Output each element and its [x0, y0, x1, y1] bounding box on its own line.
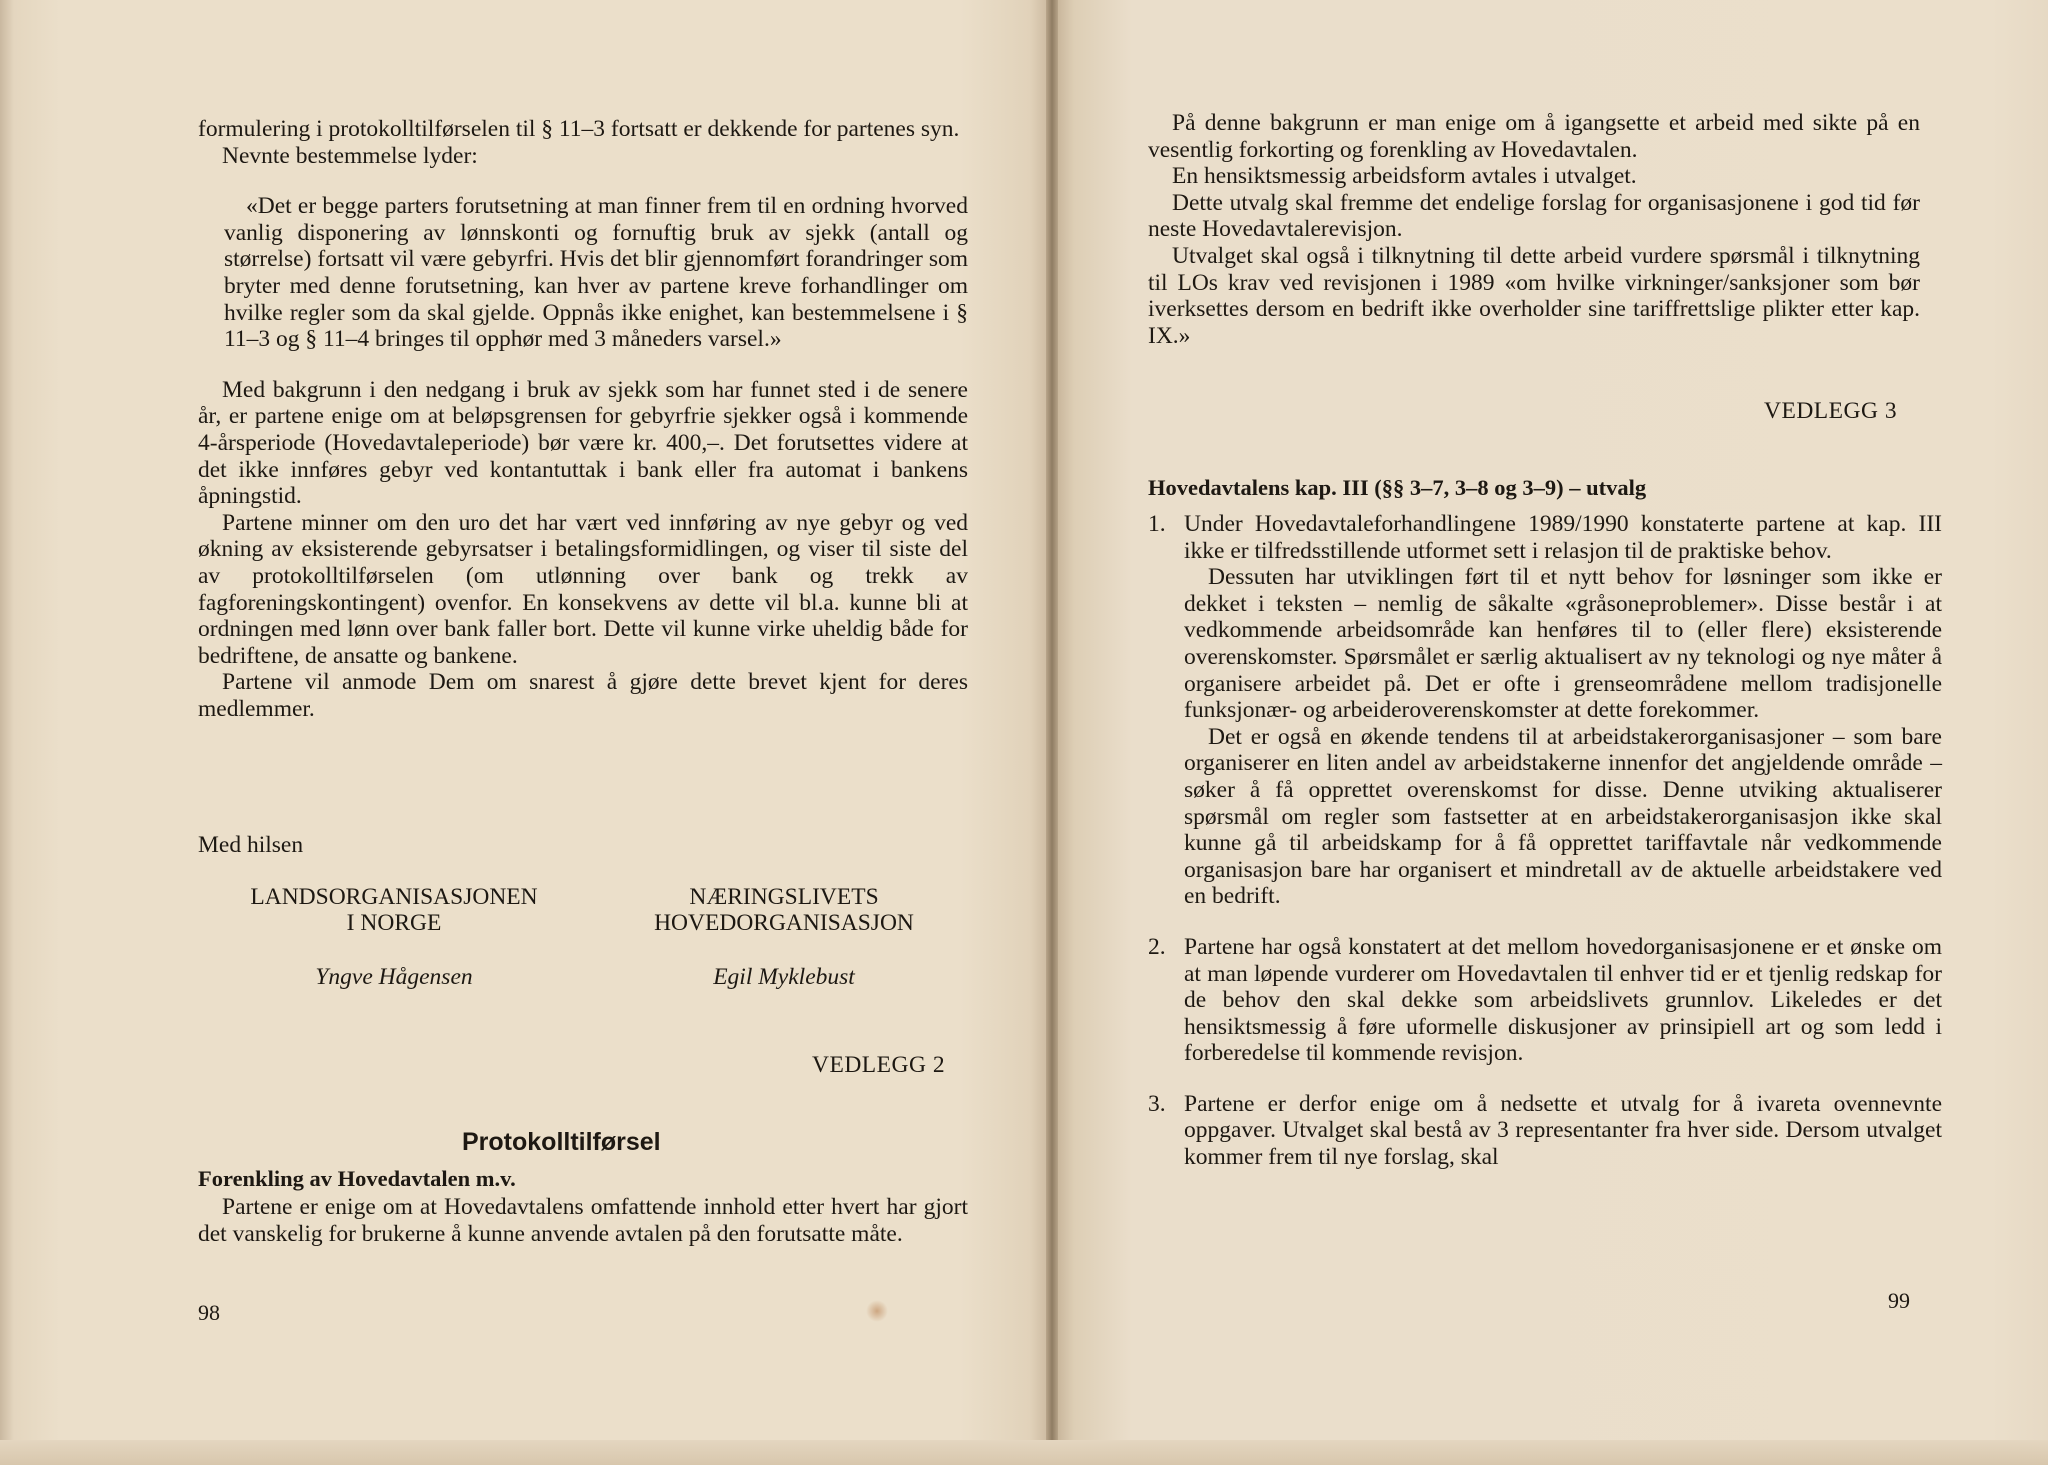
intro-paragraph: På denne bakgrunn er man enige om å igangsette et arbeid med sikte på en vesentlig forkorting og forenkling av Hovedavtalen. [1148, 110, 1920, 163]
block-quote: «Det er begge parters forutsetning at man finner frem til en ordning hvorved vanlig disponering av lønnskonti og fornuftig bruk av sjekk (antall og størrelse) fortsatt vil være gebyrfri. Hvis det blir gjennomført forandringer som bryter med denne forutsetning, kan hver av partene kreve forhandlinger om hvilke regler som da skal gjelde. Oppnås ikke enighet, kan bestemmelsene i § 11–3 og § 11–4 bringes til opphør med 3 måneders varsel.» [224, 193, 968, 353]
signatory-org-line: I NORGE [346, 910, 442, 936]
intro-paragraph: Dette utvalg skal fremme det endelige forslag for organisasjonene i god tid før neste Hovedavtalerevisjon. [1148, 189, 1920, 243]
right-page [1052, 0, 2048, 1465]
list-item-paragraph: Partene er derfor enige om å nedsette et utvalg for å ivareta ovennevnte oppgaver. Utvalget skal bestå av 3 representanter fra hver side. Dersom utvalget kommer frem til nye forslag, skal [1184, 1090, 1942, 1171]
list-item [1148, 934, 1942, 1067]
list-item-number: 1. [1148, 511, 1166, 537]
signatory-lo [216, 884, 572, 990]
list-item-paragraph: Under Hovedavtaleforhandlingene 1989/1990 konstaterte partene at kap. III ikke er tilfredsstillende utformet sett i relasjon til de praktiske behov. [1184, 511, 1942, 564]
body-paragraph: Partene vil anmode Dem om snarest å gjøre dette brevet kjent for deres medlemmer. [198, 669, 968, 722]
book-gutter [1046, 0, 1058, 1465]
page-number: 99 [1888, 1288, 1910, 1313]
intro-paragraph: formulering i protokolltilførselen til § 11–3 fortsatt er dekkende for partenes syn. [198, 116, 960, 142]
list-item-paragraph: Partene har også konstatert at det mellom hovedorganisasjonene er et ønske om at man løpende vurderer om Hovedavtalen til enhver tid er et tjenlig redskap for de behov den skal dekke som arbeidslivets grunnlov. Likeledes er det hensiktsmessig å føre uformelle diskusjoner av prinsipiell art og som ledd i forberedelse til kommende revisjon. [1184, 933, 1942, 1067]
list-item [1148, 1091, 1942, 1171]
body-paragraph: Partene minner om den uro det har vært ved innføring av nye gebyr og ved økning av eksisterende gebyrsatser i betalingsformidlingen, og viser til siste del av protokolltilførselen (om utlønning over bank og trekk av fagforeningskontingent) ovenfor. En konsekvens av dette vil bl.a. kunne bli at ordningen med lønn over bank faller bort. Dette vil kunne virke uheldig både for bedriftene, de ansatte og bankene. [198, 509, 968, 669]
list-item-number: 3. [1148, 1090, 1166, 1117]
closing-greeting: Med hilsen [198, 832, 304, 858]
list-item [1148, 511, 1942, 910]
spacer [198, 353, 968, 377]
numbered-list [1148, 511, 1942, 1171]
page-bottom-edge [0, 1440, 2048, 1465]
spacer [198, 169, 968, 193]
list-item-paragraph: Det er også en økende tendens til at arbeidstakerorganisasjoner – som bare organiserer en liten andel av arbeidstakerne innenfor det angjeldende område – søker å få opprettet overenskomst for disse. Denne utviking aktualiserer spørsmål om regler som fastsetter at en arbeidstakerorganisasjon ikke skal kunne gå til arbeidskamp for å få opprettet tariffavtale når vedkommende organisasjon bare har organisert et mindretall av de aktuelle arbeidstakere ved en bedrift. [1184, 723, 1942, 910]
signatory-name: Egil Myklebust [713, 964, 855, 990]
section-subheading: Hovedavtalens kap. III (§§ 3–7, 3–8 og 3–9) – utvalg [1148, 475, 1647, 500]
left-top-text [198, 116, 968, 722]
section-heading: Protokolltilførsel [462, 1128, 661, 1156]
intro-paragraph: Utvalget skal også i tilknytning til dette arbeid vurdere spørsmål i tilknytning til LOs krav ved revisjonen i 1989 «om hvilke virkninger/sanksjoner som bør iverksettes dersom en bedrift ikke overholder sine tariffrettslige plikter etter kap. IX.» [1148, 242, 1920, 349]
spacer [1148, 1067, 1942, 1091]
paper-stain [866, 1300, 888, 1322]
right-top-text [1148, 110, 1920, 349]
signatory-org-line: LANDSORGANISASJONEN [250, 884, 538, 910]
attachment-label: VEDLEGG 3 [1764, 398, 1898, 424]
spacer [1148, 910, 1942, 934]
intro-paragraph: Nevnte bestemmelse lyder: [222, 142, 478, 169]
body-paragraph: Med bakgrunn i den nedgang i bruk av sjekk som har funnet sted i de senere år, er partene enige om at beløpsgrensen for gebyrfrie sjekker også i kommende 4-årsperiode (Hovedavtaleperiode) bør være kr. 400,–. Det forutsettes videre at det ikke innføres gebyr ved kontantuttak i bank eller fra automat i bankens åpningstid. [198, 376, 968, 510]
list-item-number: 2. [1148, 933, 1166, 960]
signatory-name: Yngve Hågensen [315, 964, 473, 990]
page-number: 98 [198, 1300, 220, 1325]
section-subheading: Forenkling av Hovedavtalen m.v. [198, 1166, 516, 1191]
list-item-paragraph: Dessuten har utviklingen ført til et nytt behov for løsninger som ikke er dekket i teksten – nemlig de såkalte «gråsoneproblemer». Disse består i at vedkommende arbeidsområde kan henføres til to (eller flere) eksisterende overenskomster. Spørsmålet er særlig aktualisert av ny teknologi og nye måter å organisere arbeidet på. Det er ofte i grenseområdene mellom tradisjonelle funksjonær- og arbeideroverenskomster at dette forekommer. [1184, 564, 1942, 724]
signatory-org-line: HOVEDORGANISASJON [654, 910, 914, 936]
final-paragraph: Partene er enige om at Hovedavtalens omfattende innhold etter hvert har gjort det vanskelig for brukerne å kunne anvende avtalen på den forutsatte måte. [198, 1194, 968, 1247]
signatory-nho [606, 884, 962, 990]
signatory-org-line: NÆRINGSLIVETS [689, 884, 879, 910]
attachment-label: VEDLEGG 2 [812, 1052, 946, 1078]
intro-paragraph: En hensiktsmessig arbeidsform avtales i utvalget. [1172, 163, 1637, 190]
